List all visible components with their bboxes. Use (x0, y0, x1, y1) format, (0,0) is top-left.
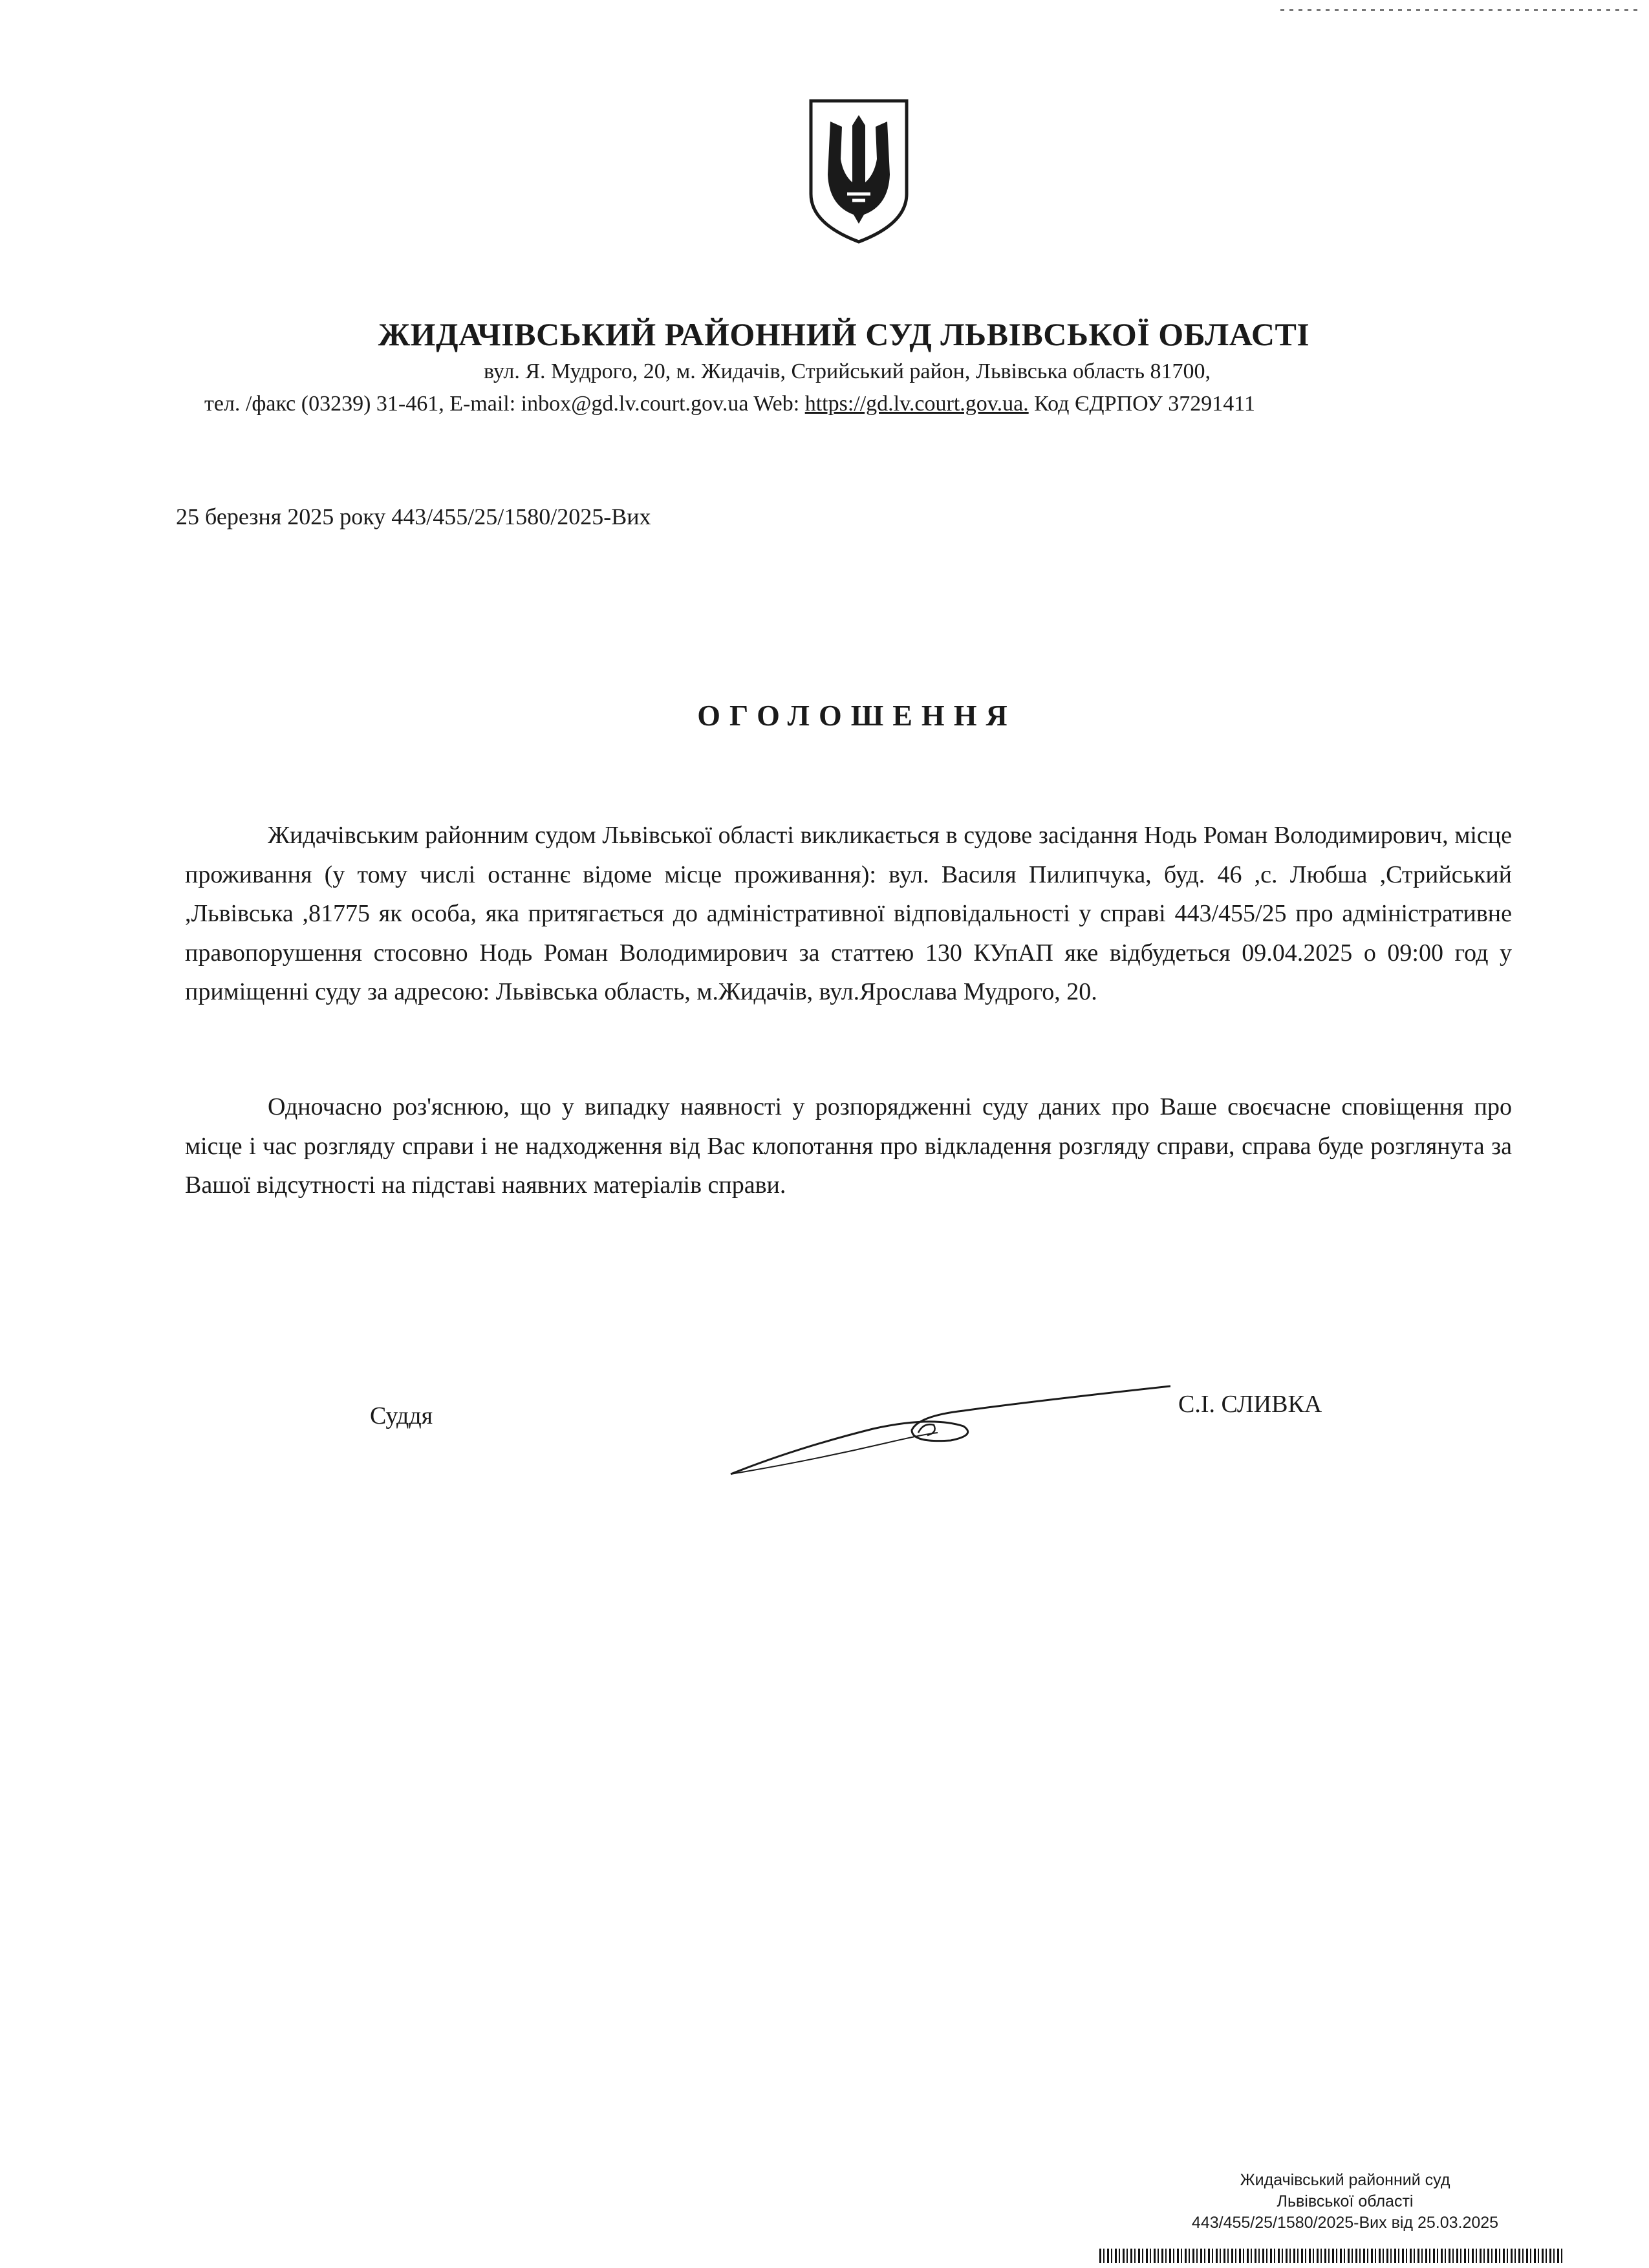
announcement-paragraph: Жидачівським районним судом Львівської області викликається в судове засідання Нодь Роман Володимирович, місце проживання (у тому числі останнє відоме місце проживання): вул. Василя Пилипчука, буд. 46 ,с. Любша ,Стрийський ,Львівська ,81775 як особа, яка притягається до адміністративної відповідальності у справі 443/455/25 про адміністративне правопорушення стосовно Нодь Роман Володимирович за статтею 130 КУпАП яке відбудеться 09.04.2025 о 09:00 год у приміщенні суду за адресою: Львівська область, м.Жидачів, вул.Ярослава Мудрого, 20. (185, 822, 1512, 1006)
scan-edge-mark (1280, 9, 1643, 11)
stamp-region: Львівської області (1277, 2192, 1414, 2210)
barcode (1099, 2249, 1565, 2263)
document-reference: 25 березня 2025 року 443/455/25/1580/2025-Вих (176, 504, 651, 530)
judge-name: С.І. СЛИВКА (1178, 1391, 1322, 1418)
website-link[interactable]: https://gd.lv.court.gov.ua. (804, 392, 1029, 416)
edrpou-code: Код ЄДРПОУ 37291411 (1028, 392, 1256, 416)
explanation-paragraph: Одночасно роз'яснюю, що у випадку наявності у розпорядженні суду даних про Ваше своєчасне сповіщення про місце і час розгляду справи і не надходження від Вас клопотання про відкладення розгляду справи, справа буде розглянута за Вашої відсутності на підставі наявних матеріалів справи. (185, 1093, 1512, 1199)
judge-signature (718, 1371, 1170, 1487)
document-title: ОГОЛОШЕННЯ (697, 699, 1017, 732)
contacts-text: тел. /факс (03239) 31-461, E-mail: inbox@gd.lv.court.gov.ua Web: (204, 392, 805, 416)
judge-label: Суддя (370, 1402, 433, 1429)
stamp-court: Жидачівський районний суд (1240, 2171, 1450, 2189)
court-name: ЖИДАЧІВСЬКИЙ РАЙОННИЙ СУД ЛЬВІВСЬКОЇ ОБЛАСТІ (378, 316, 1310, 352)
court-contacts (204, 392, 1255, 416)
registration-stamp (1138, 2170, 1552, 2234)
court-address: вул. Я. Мудрого, 20, м. Жидачів, Стрийський район, Львівська область 81700, (484, 359, 1211, 383)
coat-of-arms-icon (807, 97, 911, 246)
stamp-number: 443/455/25/1580/2025-Вих від 25.03.2025 (1191, 2214, 1499, 2232)
